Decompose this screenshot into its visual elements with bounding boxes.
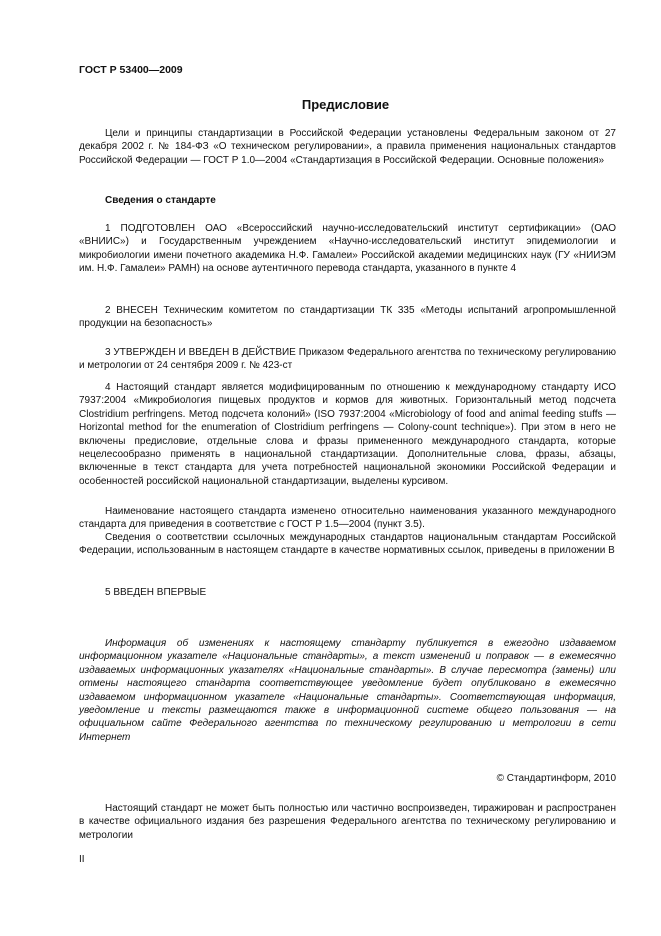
intro-paragraph: Цели и принципы стандартизации в Российской Федерации установлены Федеральным законом от 27 декабря 2002 г. № 184-ФЗ «О техническом регулировании», а правила применения национальных стандартов Российской Федерации — ГОСТ Р 1.0—2004 «Стандартизация в Российской Федерации. Основные положения» bbox=[79, 128, 616, 166]
item-modification: 4 Настоящий стандарт является модифицированным по отношению к международному стандарту ИСО 7937:2004 «Микробиология пищевых продуктов и кормов для животных. Горизонтальный метод подсчета Clostridium perfringens. Метод подсчета колоний» (ISO 7937:2004 «Microbiology of food and animal feeding stuffs — Horizontal method for the enumeration of Clostridium perfringens — Colony-count technique»). При этом в него не включены предисловие, отдельные слова и фразы примененного международного стандарта, которые нецелесообразно применять в национальной стандартизации. Дополнительные слова, фразы, абзацы, включенные в текст стандарта для учета потребностей национальной экономики Российской Федерации и особенностей российской национальной стандартизации, выделены курсивом. bbox=[79, 382, 616, 487]
item-approved: 3 УТВЕРЖДЕН И ВВЕДЕН В ДЕЙСТВИЕ Приказом Федерального агентства по техническому регулированию и метрологии от 24 сентября 2009 г. № 423-ст bbox=[79, 347, 616, 372]
reproduction-notice: Настоящий стандарт не может быть полностью или частично воспроизведен, тиражирован и распространен в качестве официального издания без разрешения Федерального агентства по техническому регулированию и метрологии bbox=[79, 803, 616, 841]
copyright: © Стандартинформ, 2010 bbox=[496, 773, 616, 784]
info-notice: Информация об изменениях к настоящему стандарту публикуется в ежегодно издаваемом информационном указателе «Национальные стандарты», а текст изменений и поправок — в ежемесячно издаваемых информационных указателях «Национальные стандарты». В случае пересмотра (замены) или отмены настоящего стандарта соответствующее уведомление будет опубликовано в ежемесячно издаваемом информационном указателе «Национальные стандарты». Соответствующая информация, уведомление и тексты размещаются также в информационной системе общего пользования — на официальном сайте Федерального агентства по техническому регулированию и метрологии в сети Интернет bbox=[79, 638, 616, 743]
item-name-change: Наименование настоящего стандарта изменено относительно наименования указанного международного стандарта для приведения в соответствие с ГОСТ Р 1.5—2004 (пункт 3.5). bbox=[79, 506, 616, 531]
item-references: Сведения о соответствии ссылочных международных стандартов национальным стандартам Российской Федерации, использованным в настоящем стандарте в качестве нормативных ссылок, приведены в приложении В bbox=[79, 532, 616, 557]
item-introduced-first: 5 ВВЕДЕН ВПЕРВЫЕ bbox=[105, 587, 207, 598]
item-prepared: 1 ПОДГОТОВЛЕН ОАО «Всероссийский научно-исследовательский институт сертификации» (ОАО «ВНИИС») и Государственным учреждением «Научно-исследовательский институт эпидемиологии и микробиологии имени почетного академика Н.Ф. Гамалеи» Российской академии медицинских наук (ГУ «НИИЭМ им. Н.Ф. Гамалеи» РАМН) на основе аутентичного перевода стандарта, указанного в пункте 4 bbox=[79, 223, 616, 275]
section-subheading: Сведения о стандарте bbox=[105, 195, 216, 206]
page-number: II bbox=[79, 854, 85, 865]
document-header: ГОСТ Р 53400—2009 bbox=[79, 64, 183, 76]
item-submitted: 2 ВНЕСЕН Техническим комитетом по стандартизации ТК 335 «Методы испытаний агропромышленной продукции на безопасность» bbox=[79, 305, 616, 330]
page-title: Предисловие bbox=[301, 97, 390, 112]
